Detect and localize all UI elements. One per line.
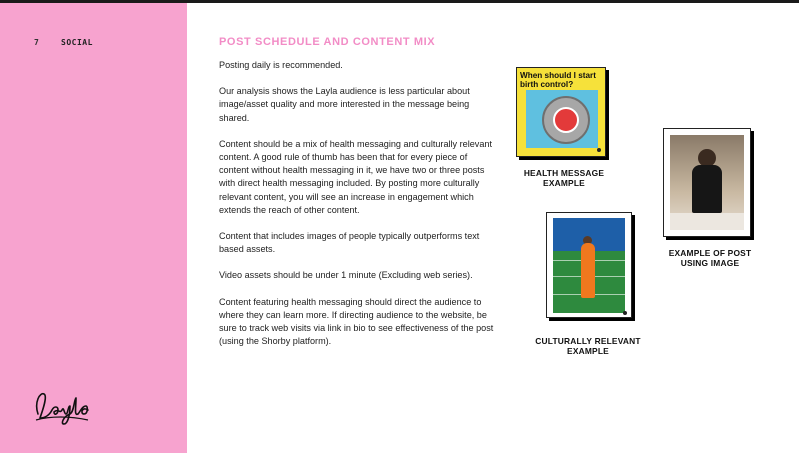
selfie-photo [670,135,744,230]
health-message-image [516,67,606,157]
football-field-photo [553,218,625,313]
cultural-caption: CULTURALLY RELEVANT EXAMPLE [535,336,641,356]
sidebar [0,3,187,453]
layla-logo [30,384,92,428]
body-text [219,59,494,361]
cultural-example-image [546,212,632,318]
brand-badge-icon [597,148,601,152]
post-caption: EXAMPLE OF POST USING IMAGE [668,248,752,268]
page-number: 7 [34,38,39,47]
page-title: POST SCHEDULE AND CONTENT MIX [219,36,436,48]
paragraph: Content should be a mix of health messaging and culturally relevant content. A good rule of thumb has been that for every piece of content without health messaging in it, we have two or three posts with direct health messaging included. By posting more culturally relevant content, you will see an increase in engagement which extends the reach of other content. [219,138,492,215]
brand-badge-icon [623,311,627,315]
post-example-image [663,128,751,237]
person-figure [581,243,595,298]
health-caption: HEALTH MESSAGE EXAMPLE [523,168,605,188]
paragraph: Content featuring health messaging should direct the audience to where they can learn more. If directing audience to the website, be sure to track web visits via link in bio to see effectiveness of the post (using the Shorby platform). [219,296,494,347]
paragraph: Our analysis shows the Layla audience is less particular about image/asset quality and more interested in the message being shared. [219,86,470,123]
health-image-text: When should I start birth control? [520,71,596,89]
paragraph: Video assets should be under 1 minute (Excluding web series). [219,270,473,281]
section-label: SOCIAL [61,38,93,47]
birth-control-pack-icon [542,96,590,144]
person-figure [692,165,722,213]
paragraph: Content that includes images of people typically outperforms text based assets. [219,231,480,255]
paragraph: Posting daily is recommended. [219,60,343,70]
